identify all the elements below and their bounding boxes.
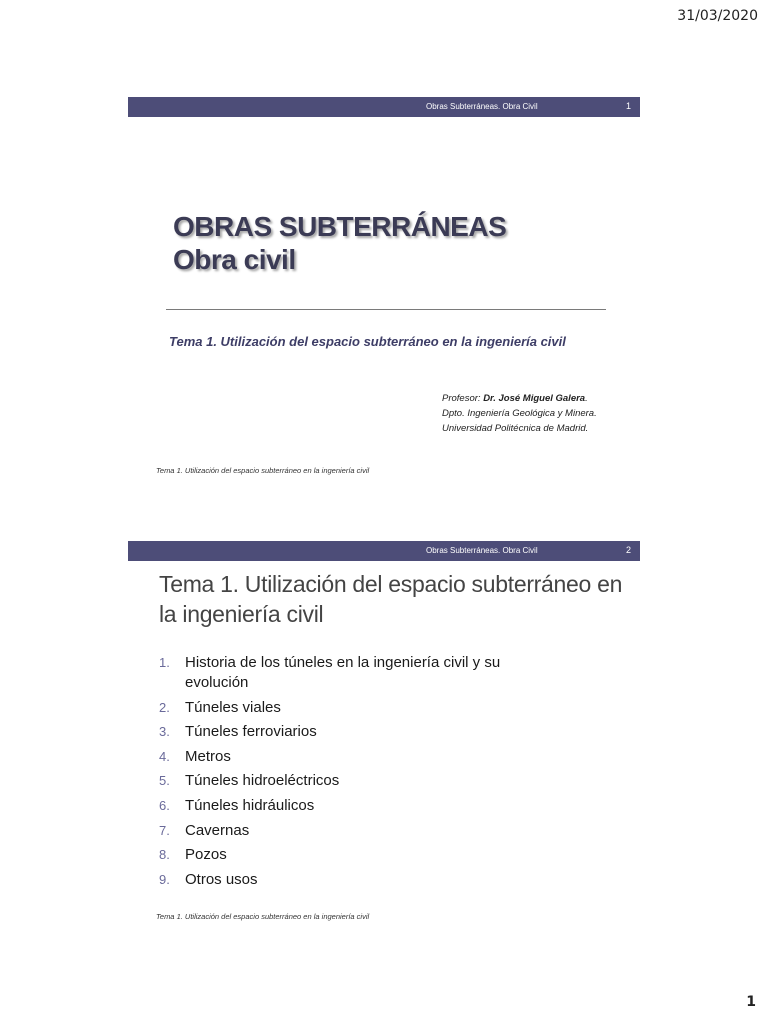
list-text: Túneles ferroviarios	[185, 723, 317, 741]
list-text: Otros usos	[185, 870, 258, 888]
list-text: Túneles hidroeléctricos	[185, 772, 340, 790]
profesor-label: Profesor:	[442, 393, 481, 404]
slide-footer: Tema 1. Utilización del espacio subterráneo en la ingeniería civil	[156, 912, 370, 921]
list-item	[159, 821, 559, 841]
list-number: 4.	[159, 748, 170, 764]
slide-title: Tema 1. Utilización del espacio subterráneo en la ingeniería civil	[159, 571, 623, 627]
author-university: Universidad Politécnica de Madrid.	[442, 423, 589, 434]
list-item	[159, 796, 559, 816]
list-number: 9.	[159, 871, 170, 887]
slide-header-bar	[128, 541, 640, 561]
list-item	[159, 870, 559, 890]
slide-number: 1	[625, 101, 631, 111]
list-number: 3.	[159, 724, 170, 740]
list-text: Cavernas	[185, 821, 250, 839]
slide-title-line-2: Obra civil	[173, 244, 296, 275]
list-number: 2.	[159, 699, 170, 715]
page-date: 31/03/2020	[677, 8, 758, 24]
list-item	[159, 845, 559, 865]
list-item	[159, 771, 559, 791]
list-number: 5.	[159, 773, 170, 789]
slide-number: 2	[625, 545, 631, 555]
page-number: 1	[746, 994, 756, 1010]
author-department: Dpto. Ingeniería Geológica y Minera.	[442, 408, 597, 419]
list-text: Túneles hidráulicos	[185, 796, 315, 814]
list-item	[159, 722, 559, 742]
author-line: Profesor: Dr. José Miguel Galera.	[442, 393, 588, 404]
list-item	[159, 653, 559, 693]
list-text: Túneles viales	[185, 698, 281, 716]
list-number: 6.	[159, 797, 170, 813]
slide-title	[173, 210, 506, 276]
list-number: 8.	[159, 847, 170, 863]
slide-title-line-1: OBRAS SUBTERRÁNEAS	[173, 211, 507, 242]
slide-header-title: Obras Subterráneas. Obra Civil	[426, 546, 538, 555]
list-item	[159, 747, 559, 767]
slide-footer: Tema 1. Utilización del espacio subterráneo en la ingeniería civil	[156, 466, 370, 475]
author-block	[442, 391, 597, 436]
profesor-name: Dr. José Miguel Galera	[483, 393, 586, 404]
list-text: Metros	[185, 747, 231, 765]
slide-header-title: Obras Subterráneas. Obra Civil	[426, 102, 538, 111]
list-text: Historia de los túneles en la ingeniería civil y su evolución	[185, 654, 501, 691]
slide-1	[128, 97, 640, 507]
topic-list	[159, 653, 559, 894]
title-divider	[166, 309, 606, 310]
list-number: 7.	[159, 822, 170, 838]
list-text: Pozos	[185, 846, 227, 864]
slide-subtitle: Tema 1. Utilización del espacio subterráneo en la ingeniería civil	[169, 334, 566, 349]
slide-2	[128, 541, 640, 941]
list-number: 1.	[159, 655, 170, 670]
slide-header-bar	[128, 97, 640, 117]
list-item	[159, 698, 559, 718]
